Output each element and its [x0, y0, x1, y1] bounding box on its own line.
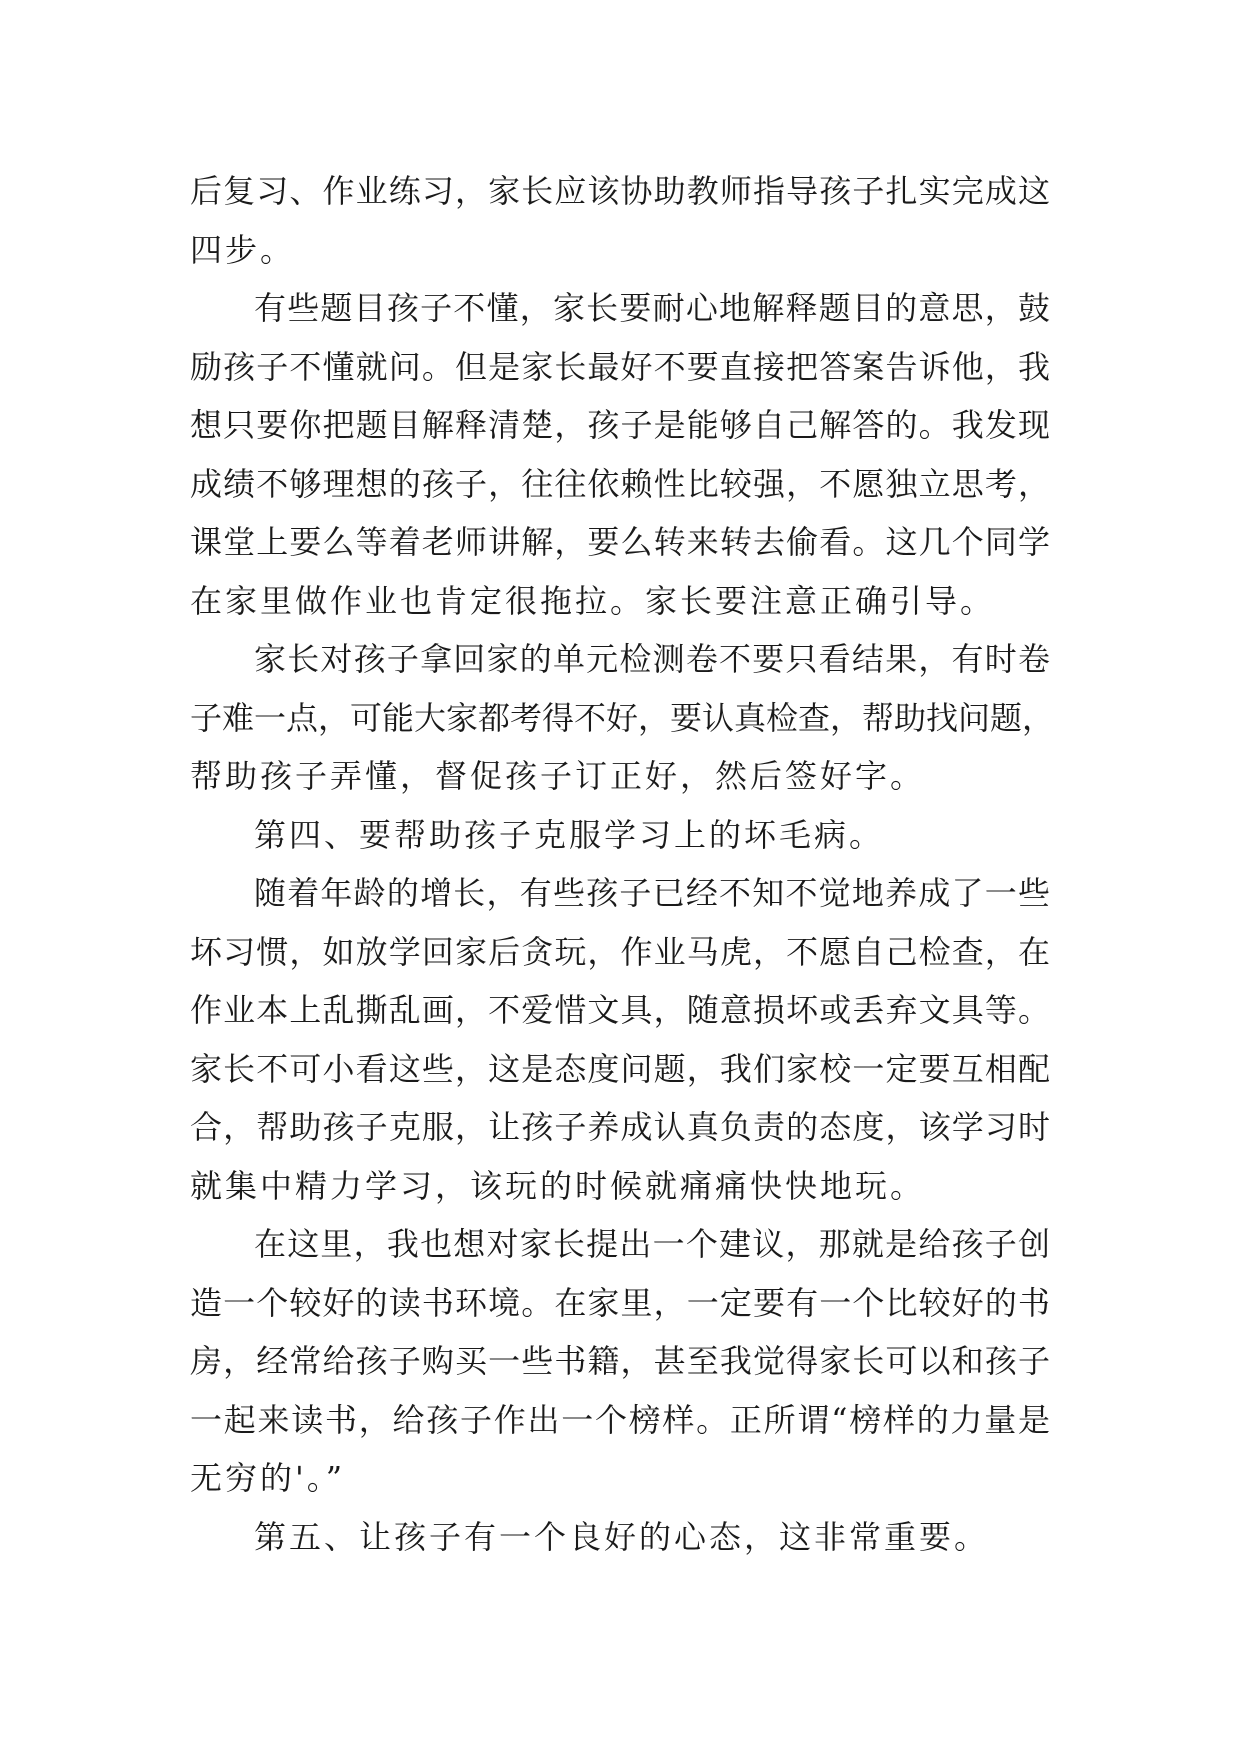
text-line: 成绩不够理想的孩子，往往依赖性比较强，不愿独立思考， [190, 464, 1050, 503]
text-line: 一起来读书，给孩子作出一个榜样。正所谓“榜样的力量是 [190, 1400, 1050, 1439]
text-line: 励孩子不懂就问。但是家长最好不要直接把答案告诉他，我 [190, 347, 1050, 386]
text-line: 后复习、作业练习，家长应该协助教师指导孩子扎实完成这 [190, 172, 1050, 210]
paragraph-first-line: 家长对孩子拿回家的单元检测卷不要只看结果，有时卷 [254, 640, 1050, 678]
text-line: 坏习惯，如放学回家后贪玩，作业马虎，不愿自己检查，在 [190, 932, 1050, 971]
text-line: 合，帮助孩子克服，让孩子养成认真负责的态度，该学习时 [190, 1108, 1050, 1146]
text-line: 无穷的'。” [190, 1459, 346, 1497]
text-line: 子难一点，可能大家都考得不好，要认真检查，帮助找问题， [190, 698, 1055, 737]
text-line: 课堂上要么等着老师讲解，要么转来转去偷看。这几个同学 [190, 523, 1050, 561]
paragraph-first-line: 有些题目孩子不懂，家长要耐心地解释题目的意思，鼓 [254, 289, 1050, 327]
paragraph-first-line: 随着年龄的增长，有些孩子已经不知不觉地养成了一些 [254, 874, 1050, 912]
section-heading: 第五、让孩子有一个良好的心态，这非常重要。 [254, 1517, 990, 1556]
text-line: 四步。 [190, 230, 296, 269]
paragraph-first-line: 在这里，我也想对家长提出一个建议，那就是给孩子创 [254, 1225, 1050, 1263]
text-line: 帮助孩子弄懂，督促孩子订正好，然后签好字。 [190, 757, 926, 795]
text-line: 想只要你把题目解释清楚，孩子是能够自己解答的。我发现 [190, 406, 1050, 444]
body-text [190, 162, 1055, 1566]
text-line: 作业本上乱撕乱画，不爱惜文具，随意损坏或丢弃文具等。 [190, 991, 1050, 1029]
text-line: 家长不可小看这些，这是态度问题，我们家校一定要互相配 [190, 1049, 1050, 1088]
text-line: 就集中精力学习，该玩的时候就痛痛快快地玩。 [190, 1166, 926, 1205]
text-line: 房，经常给孩子购买一些书籍，甚至我觉得家长可以和孩子 [190, 1342, 1050, 1380]
section-heading: 第四、要帮助孩子克服学习上的坏毛病。 [254, 815, 885, 854]
text-line: 造一个较好的读书环境。在家里，一定要有一个比较好的书 [190, 1283, 1050, 1322]
text-line: 在家里做作业也肯定很拖拉。家长要注意正确引导。 [190, 581, 996, 620]
